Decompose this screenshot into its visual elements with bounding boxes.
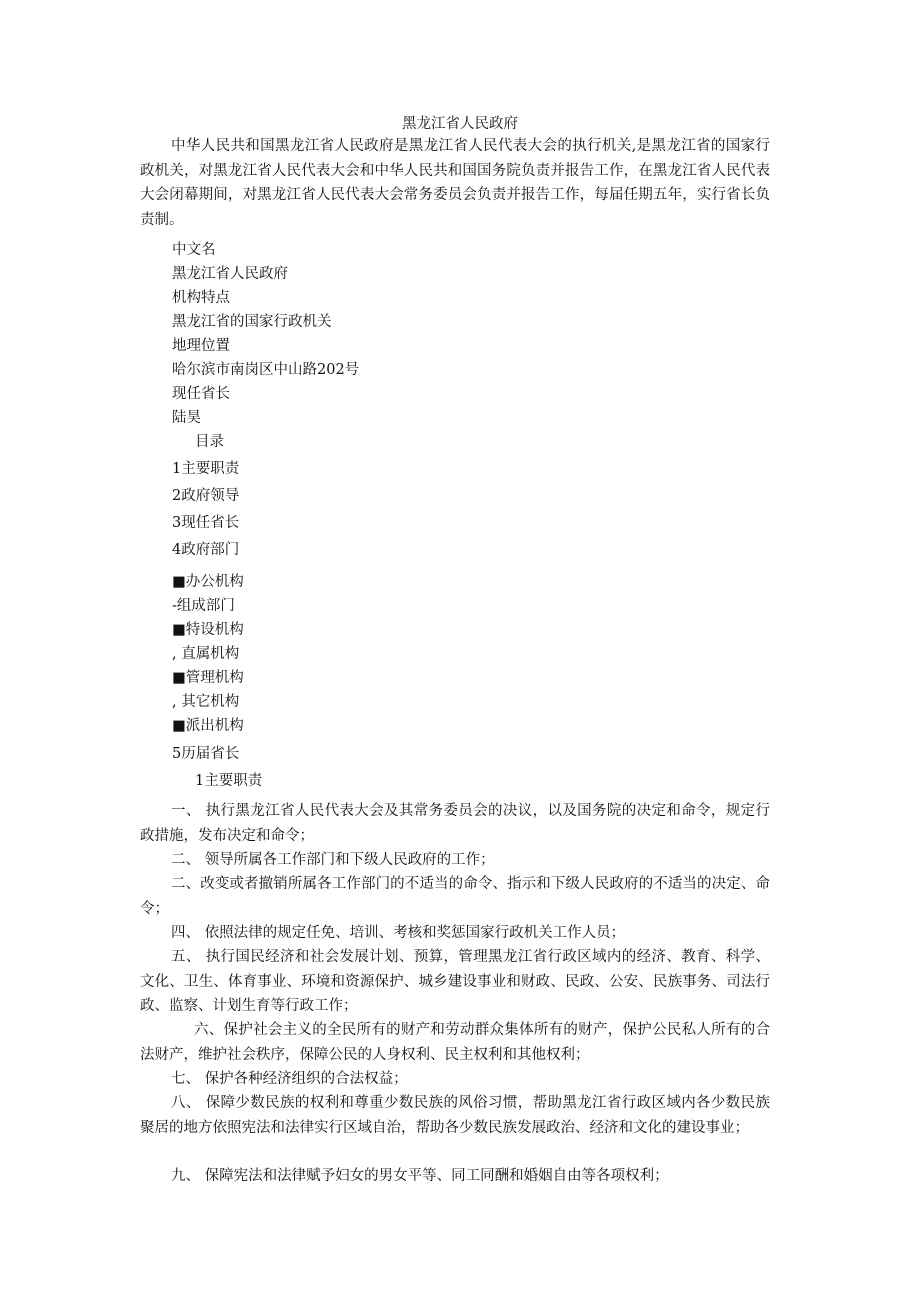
duty-item: 九、 保障宪法和法律赋予妇女的男女平等、同工同酬和婚姻自由等各项权利； bbox=[171, 1168, 669, 1184]
toc-subitem[interactable]: , 直属机构 bbox=[172, 646, 240, 662]
toc-subitem[interactable]: ■办公机构 bbox=[172, 574, 244, 590]
toc-item[interactable]: 5历届省长 bbox=[172, 746, 240, 762]
section-heading: 1主要职责 bbox=[195, 773, 263, 789]
toc-subitem[interactable]: ■派出机构 bbox=[172, 718, 244, 734]
duty-item: 六、保护社会主义的全民所有的财产和劳动群众集体所有的财产，保护公民私人所有的合法财产，维护社会秩序，保障公民的人身权利、民主权利和其他权利； bbox=[140, 1022, 770, 1063]
infobox-label: 中文名 bbox=[172, 242, 216, 258]
duty-item: 五、 执行国民经济和社会发展计划、预算，管理黑龙江省行政区域内的经济、教育、科学、文化、卫生、体育事业、环境和资源保护、城乡建设事业和财政、民政、公安、民族事务、司法行政、监察、计划生育等行政工作； bbox=[140, 949, 770, 1014]
infobox-value: 黑龙江省人民政府 bbox=[172, 266, 288, 282]
duty-item: 一、 执行黑龙江省人民代表大会及其常务委员会的决议，以及国务院的决定和命令，规定行政措施，发布决定和命令； bbox=[140, 803, 770, 844]
toc-heading: 目录 bbox=[195, 434, 224, 450]
duty-item: 七、 保护各种经济组织的合法权益； bbox=[171, 1071, 408, 1087]
document-title: 黑龙江省人民政府 bbox=[402, 116, 518, 132]
toc-item[interactable]: 2政府领导 bbox=[172, 488, 240, 504]
intro-paragraph: 中华人民共和国黑龙江省人民政府是黑龙江省人民代表大会的执行机关,是黑龙江省的国家行政机关，对黑龙江省人民代表大会和中华人民共和国国务院负责并报告工作，在黑龙江省人民代表大会闭幕期间，对黑龙江省人民代表大会常务委员会负责并报告工作，每届任期五年，实行省长负责制。 bbox=[140, 138, 770, 228]
infobox-label: 现任省长 bbox=[172, 386, 230, 402]
duty-item: 八、 保障少数民族的权利和尊重少数民族的风俗习惯，帮助黑龙江省行政区域内各少数民族聚居的地方依照宪法和法律实行区域自治，帮助各少数民族发展政治、经济和文化的建设事业； bbox=[140, 1095, 770, 1136]
infobox-value: 黑龙江省的国家行政机关 bbox=[172, 314, 332, 330]
infobox-label: 机构特点 bbox=[172, 290, 230, 306]
duty-item: 二、 领导所属各工作部门和下级人民政府的工作； bbox=[171, 852, 495, 868]
toc-item[interactable]: 4政府部门 bbox=[172, 542, 240, 558]
toc-subitem[interactable]: -组成部门 bbox=[172, 598, 235, 614]
toc-subitem[interactable]: ■特设机构 bbox=[172, 622, 244, 638]
toc-subitem[interactable]: ■管理机构 bbox=[172, 670, 244, 686]
infobox-label: 地理位置 bbox=[172, 338, 230, 354]
duty-item: 二、改变或者撤销所属各工作部门的不适当的命令、指示和下级人民政府的不适当的决定、命令； bbox=[140, 876, 770, 917]
toc-item[interactable]: 1主要职责 bbox=[172, 461, 240, 477]
duty-item: 四、 依照法律的规定任免、培训、考核和奖惩国家行政机关工作人员； bbox=[171, 925, 626, 941]
toc-item[interactable]: 3现任省长 bbox=[172, 515, 240, 531]
infobox-value: 哈尔滨市南岗区中山路202号 bbox=[172, 362, 360, 378]
toc-subitem[interactable]: , 其它机构 bbox=[172, 694, 240, 710]
infobox-value: 陆昊 bbox=[172, 410, 201, 426]
